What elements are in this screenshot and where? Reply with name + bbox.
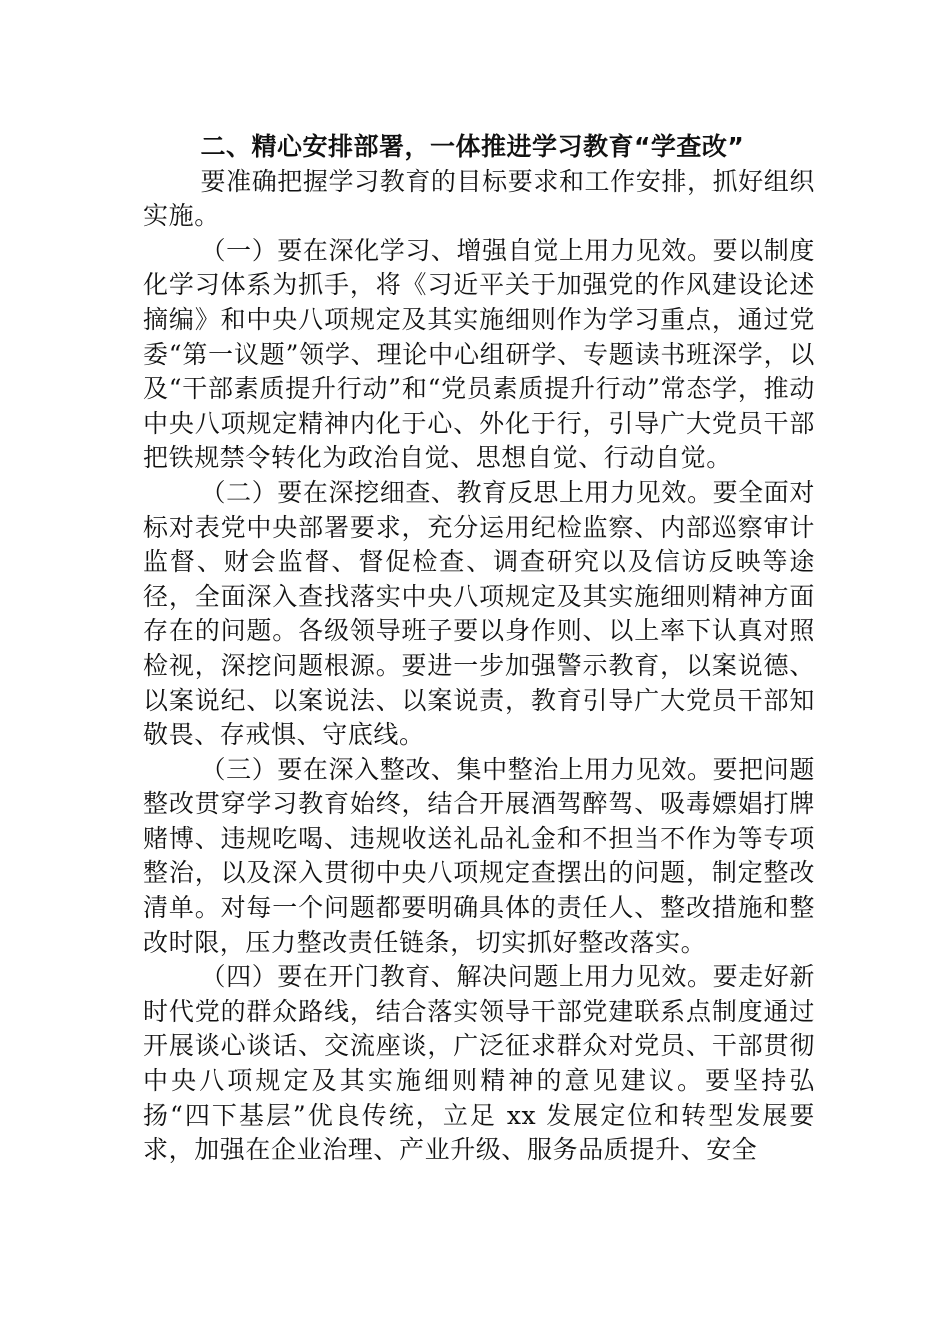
intro-paragraph: 要准确把握学习教育的目标要求和工作安排，抓好组织实施。	[143, 166, 815, 231]
section-heading: 二、精心安排部署，一体推进学习教育“学查改”	[200, 132, 745, 161]
paragraph-1: （一）要在深化学习、增强自觉上用力见效。要以制度化学习体系为抓手，将《习近平关于加强党的作风建设论述摘编》和中央八项规定及其实施细则作为学习重点，通过党委“第一议题”领学、理论中心组研学、专题读书班深学，以及“干部素质提升行动”和“党员素质提升行动”常态学，推动中央八项规定精神内化于心、外化于行，引导广大党员干部把铁规禁令转化为政治自觉、思想自觉、行动自觉。	[143, 235, 815, 473]
paragraph-2: （二）要在深挖细查、教育反思上用力见效。要全面对标对表党中央部署要求，充分运用纪检监察、内部巡察审计监督、财会监督、督促检查、调查研究以及信访反映等途径，全面深入查找落实中央八项规定及其实施细则精神方面存在的问题。各级领导班子要以身作则、以上率下认真对照检视，深挖问题根源。要进一步加强警示教育，以案说德、以案说纪、以案说法、以案说责，教育引导广大党员干部知敬畏、存戒惧、守底线。	[143, 477, 815, 750]
paragraph-3: （三）要在深入整改、集中整治上用力见效。要把问题整改贯穿学习教育始终，结合开展酒驾醉驾、吸毒嫖娼打牌赌博、违规吃喝、违规收送礼品礼金和不担当不作为等专项整治，以及深入贯彻中央八项规定查摆出的问题，制定整改清单。对每一个问题都要明确具体的责任人、整改措施和整改时限，压力整改责任链条，切实抓好整改落实。	[143, 754, 815, 957]
document-body	[143, 130, 815, 1168]
paragraph-4: （四）要在开门教育、解决问题上用力见效。要走好新时代党的群众路线，结合落实领导干部党建联系点制度通过开展谈心谈话、交流座谈，广泛征求群众对党员、干部贯彻中央八项规定及其实施细则精神的意见建议。要坚持弘扬“四下基层”优良传统，立足 xx 发展定位和转型发展要求，加强在企业治理、产业升级、服务品质提升、安全	[143, 962, 815, 1165]
